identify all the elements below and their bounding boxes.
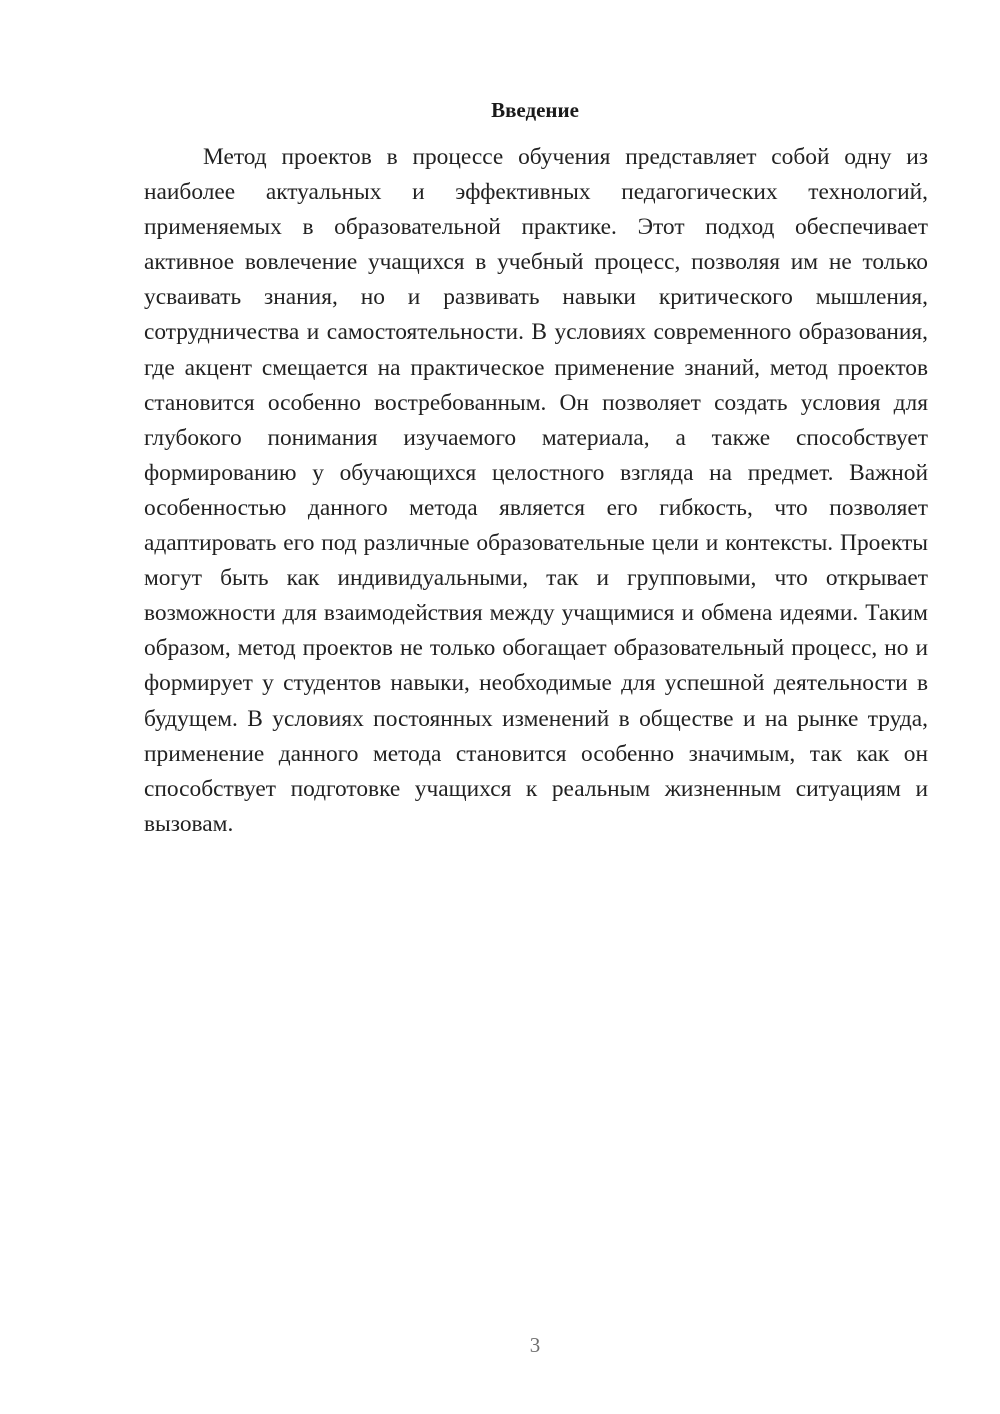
body-paragraph: Метод проектов в процессе обучения представляет собой одну из наиболее актуальных и эффективных педагогических технологий, применяемых в образовательной практике. Этот подход обеспечивает активное вовлечение учащихся в учебный процесс, позволяя им не только усваивать знания, но и развивать навыки критического мышления, сотрудничества и самостоятельности. В условиях современного образования, где акцент смещается на практическое применение знаний, метод проектов становится особенно востребованным. Он позволяет создать условия для глубокого понимания изучаемого материала, а также способствует формированию у обучающихся целостного взгляда на предмет. Важной особенностью данного метода является его гибкость, что позволяет адаптировать его под различные образовательные цели и контексты. Проекты могут быть как индивидуальными, так и групповыми, что открывает возможности для взаимодействия между учащимися и обмена идеями. Таким образом, метод проектов не только обогащает образовательный процесс, но и формирует у студентов навыки, необходимые для успешной деятельности в будущем. В условиях постоянных изменений в обществе и на рынке труда, применение данного метода становится особенно значимым, так как он способствует подготовке учащихся к реальным жизненным ситуациям и вызовам. (144, 144, 928, 837)
section-heading: Введение (491, 98, 579, 122)
page-number: 3 (529, 1333, 541, 1357)
